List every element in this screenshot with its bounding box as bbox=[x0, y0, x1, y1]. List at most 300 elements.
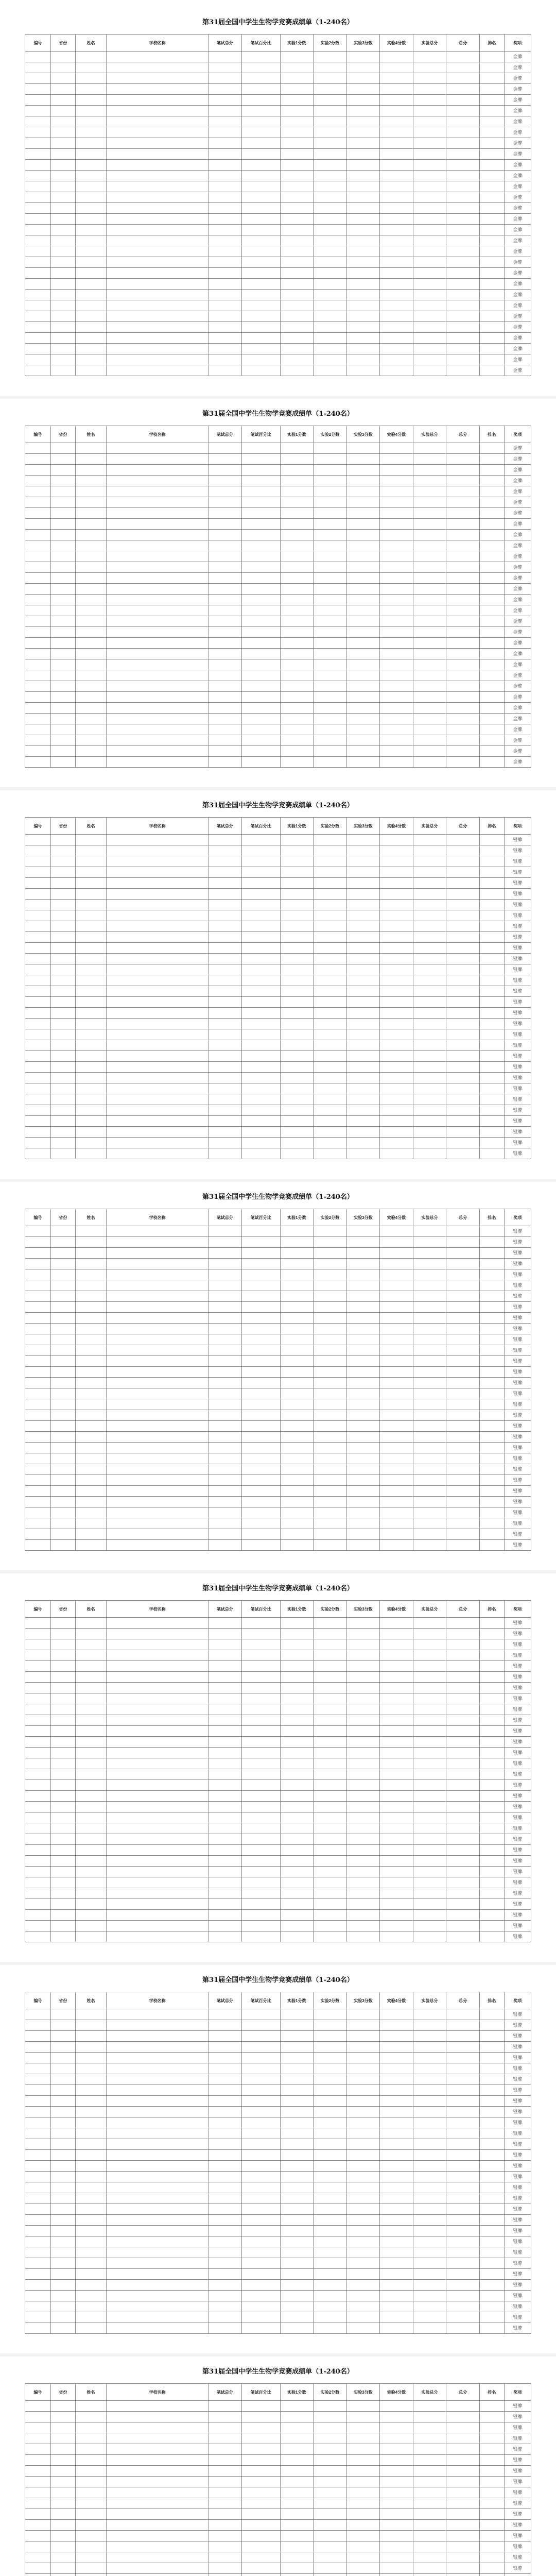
table-row bbox=[25, 1497, 531, 1507]
table-cell bbox=[280, 1748, 314, 1758]
table-cell bbox=[479, 605, 504, 616]
table-cell bbox=[208, 692, 242, 703]
table-cell bbox=[25, 1661, 51, 1672]
table-row bbox=[25, 2563, 531, 2574]
table-cell bbox=[107, 354, 208, 365]
table-cell bbox=[280, 1432, 314, 1443]
table-cell bbox=[107, 1748, 208, 1758]
column-header: 编号 bbox=[25, 1601, 51, 1618]
table-cell bbox=[241, 1378, 280, 1388]
table-cell bbox=[413, 2085, 446, 2096]
table-cell bbox=[314, 1618, 347, 1629]
table-cell bbox=[314, 95, 347, 106]
table-cell bbox=[314, 605, 347, 616]
table-cell bbox=[446, 1345, 480, 1356]
table-cell: 金牌 bbox=[504, 681, 531, 692]
table-cell: 金牌 bbox=[504, 225, 531, 235]
table-cell bbox=[75, 638, 106, 649]
table-cell bbox=[75, 1931, 106, 1942]
table-cell bbox=[107, 2247, 208, 2258]
table-cell: 银牌 bbox=[504, 1073, 531, 1083]
table-cell bbox=[208, 2085, 242, 2096]
table-cell bbox=[413, 192, 446, 203]
table-cell bbox=[208, 279, 242, 290]
table-cell bbox=[380, 160, 413, 171]
table-cell bbox=[50, 878, 75, 889]
table-cell bbox=[50, 1672, 75, 1683]
table-cell bbox=[280, 1051, 314, 1062]
table-cell bbox=[446, 2215, 480, 2226]
table-cell bbox=[241, 1313, 280, 1324]
table-cell bbox=[446, 2498, 480, 2509]
table-cell bbox=[280, 300, 314, 311]
table-cell bbox=[446, 1910, 480, 1921]
table-cell bbox=[75, 149, 106, 160]
table-cell bbox=[314, 192, 347, 203]
table-cell bbox=[208, 2487, 242, 2498]
table-cell bbox=[50, 2466, 75, 2477]
table-cell bbox=[50, 1802, 75, 1812]
table-cell bbox=[107, 595, 208, 605]
table-cell bbox=[25, 2487, 51, 2498]
table-cell bbox=[280, 279, 314, 290]
table-cell bbox=[346, 573, 380, 584]
table-cell bbox=[50, 1019, 75, 1029]
table-cell bbox=[50, 2107, 75, 2117]
table-cell: 金牌 bbox=[504, 757, 531, 768]
table-cell bbox=[314, 290, 347, 300]
table-cell bbox=[280, 2074, 314, 2085]
table-cell bbox=[413, 160, 446, 171]
table-cell bbox=[107, 2466, 208, 2477]
table-cell bbox=[479, 2563, 504, 2574]
table-cell bbox=[346, 856, 380, 867]
table-cell bbox=[75, 519, 106, 530]
table-cell bbox=[208, 257, 242, 268]
table-cell bbox=[50, 595, 75, 605]
table-cell bbox=[479, 1040, 504, 1051]
table-cell bbox=[50, 2150, 75, 2161]
table-cell: 银牌 bbox=[504, 2258, 531, 2269]
table-cell bbox=[346, 519, 380, 530]
table-cell bbox=[107, 1683, 208, 1693]
table-cell bbox=[107, 116, 208, 127]
table-cell bbox=[50, 246, 75, 257]
table-cell bbox=[25, 1410, 51, 1421]
table-cell: 银牌 bbox=[504, 1051, 531, 1062]
table-cell bbox=[380, 2172, 413, 2182]
table-cell bbox=[380, 2215, 413, 2226]
table-cell bbox=[107, 225, 208, 235]
table-cell bbox=[446, 746, 480, 757]
table-cell bbox=[75, 889, 106, 900]
table-cell bbox=[75, 1856, 106, 1867]
table-cell bbox=[280, 1148, 314, 1159]
column-header: 姓名 bbox=[75, 1992, 106, 2009]
table-cell bbox=[208, 235, 242, 246]
table-cell bbox=[413, 1475, 446, 1486]
table-cell bbox=[107, 703, 208, 714]
table-cell bbox=[346, 746, 380, 757]
table-cell bbox=[314, 835, 347, 845]
table-cell bbox=[241, 2161, 280, 2172]
table-cell bbox=[241, 279, 280, 290]
table-cell bbox=[479, 1639, 504, 1650]
table-cell bbox=[380, 171, 413, 181]
table-cell bbox=[75, 1116, 106, 1127]
table-cell bbox=[280, 2053, 314, 2063]
table-cell: 银牌 bbox=[504, 1486, 531, 1497]
table-cell bbox=[25, 1639, 51, 1650]
table-cell: 银牌 bbox=[504, 1356, 531, 1367]
table-cell bbox=[314, 181, 347, 192]
table-cell bbox=[413, 203, 446, 214]
table-cell bbox=[346, 149, 380, 160]
table-cell bbox=[50, 1737, 75, 1748]
table-cell bbox=[380, 1051, 413, 1062]
column-header: 笔试百分比 bbox=[241, 2384, 280, 2401]
table-cell bbox=[380, 1518, 413, 1529]
column-header: 省份 bbox=[50, 1601, 75, 1618]
table-cell bbox=[479, 1856, 504, 1867]
table-cell bbox=[380, 943, 413, 954]
table-cell bbox=[413, 225, 446, 235]
table-cell bbox=[241, 1432, 280, 1443]
table-cell bbox=[280, 986, 314, 997]
table-cell bbox=[413, 2226, 446, 2236]
table-cell bbox=[314, 1127, 347, 1138]
table-row bbox=[25, 2520, 531, 2531]
table-cell bbox=[413, 2258, 446, 2269]
table-cell bbox=[346, 2422, 380, 2433]
table-cell bbox=[280, 1486, 314, 1497]
table-cell bbox=[479, 149, 504, 160]
table-cell bbox=[413, 551, 446, 562]
column-header: 实验1分数 bbox=[280, 1601, 314, 1618]
table-cell bbox=[280, 1780, 314, 1791]
table-row bbox=[25, 681, 531, 692]
table-cell bbox=[208, 508, 242, 519]
table-cell bbox=[446, 1823, 480, 1834]
table-cell bbox=[314, 2139, 347, 2150]
report-page bbox=[0, 7, 556, 399]
table-cell bbox=[346, 2258, 380, 2269]
table-cell bbox=[50, 2563, 75, 2574]
table-cell bbox=[75, 1313, 106, 1324]
table-row bbox=[25, 1421, 531, 1432]
table-cell bbox=[280, 1008, 314, 1019]
table-cell bbox=[280, 724, 314, 735]
table-cell bbox=[346, 1910, 380, 1921]
table-cell bbox=[346, 476, 380, 486]
table-cell bbox=[314, 2117, 347, 2128]
table-cell bbox=[208, 1432, 242, 1443]
table-cell bbox=[380, 1334, 413, 1345]
table-cell bbox=[479, 573, 504, 584]
table-cell: 银牌 bbox=[504, 1019, 531, 1029]
table-cell bbox=[208, 116, 242, 127]
table-cell bbox=[208, 2236, 242, 2247]
page-title: 第31届全国中学生生物学竞赛成绩单（1-240名） bbox=[202, 410, 354, 418]
column-header: 编号 bbox=[25, 2384, 51, 2401]
table-cell bbox=[107, 638, 208, 649]
table-cell bbox=[380, 149, 413, 160]
table-cell bbox=[346, 540, 380, 551]
table-cell bbox=[208, 1127, 242, 1138]
table-cell bbox=[446, 551, 480, 562]
table-cell bbox=[479, 2280, 504, 2291]
table-cell bbox=[479, 595, 504, 605]
table-cell bbox=[280, 95, 314, 106]
table-cell bbox=[75, 1248, 106, 1259]
table-cell bbox=[346, 1769, 380, 1780]
table-cell bbox=[479, 692, 504, 703]
table-cell bbox=[75, 2552, 106, 2563]
table-cell bbox=[446, 2531, 480, 2541]
table-cell bbox=[280, 2466, 314, 2477]
table-cell bbox=[25, 1812, 51, 1823]
table-cell bbox=[208, 1453, 242, 1464]
table-cell bbox=[25, 714, 51, 724]
table-cell bbox=[107, 1226, 208, 1237]
table-cell bbox=[107, 2161, 208, 2172]
table-cell bbox=[241, 2552, 280, 2563]
table-row bbox=[25, 2085, 531, 2096]
table-cell bbox=[446, 465, 480, 476]
table-row bbox=[25, 867, 531, 878]
table-cell: 金牌 bbox=[504, 257, 531, 268]
table-cell bbox=[25, 1486, 51, 1497]
table-cell bbox=[446, 160, 480, 171]
table-cell bbox=[446, 2193, 480, 2204]
table-cell bbox=[107, 1040, 208, 1051]
table-cell bbox=[50, 735, 75, 746]
column-header: 省份 bbox=[50, 1209, 75, 1226]
table-cell bbox=[446, 1737, 480, 1748]
table-cell bbox=[314, 1432, 347, 1443]
table-cell bbox=[413, 1629, 446, 1639]
table-row bbox=[25, 1083, 531, 1094]
table-cell bbox=[346, 1758, 380, 1769]
table-cell bbox=[380, 1302, 413, 1313]
table-cell bbox=[346, 344, 380, 354]
table-cell bbox=[346, 1083, 380, 1094]
table-cell: 银牌 bbox=[504, 1237, 531, 1248]
table-cell bbox=[446, 1410, 480, 1421]
table-cell bbox=[380, 2063, 413, 2074]
table-cell bbox=[380, 2509, 413, 2520]
table-cell bbox=[25, 1453, 51, 1464]
table-cell bbox=[75, 465, 106, 476]
table-cell bbox=[413, 867, 446, 878]
table-cell bbox=[107, 1877, 208, 1888]
table-cell bbox=[380, 2574, 413, 2576]
table-cell bbox=[25, 835, 51, 845]
table-cell bbox=[25, 1672, 51, 1683]
table-cell bbox=[50, 1780, 75, 1791]
table-cell bbox=[446, 2301, 480, 2312]
table-cell bbox=[346, 954, 380, 964]
table-cell bbox=[314, 2085, 347, 2096]
table-cell bbox=[208, 1899, 242, 1910]
table-cell bbox=[380, 627, 413, 638]
table-cell bbox=[75, 2422, 106, 2433]
table-cell bbox=[25, 584, 51, 595]
table-row bbox=[25, 62, 531, 73]
table-row bbox=[25, 1105, 531, 1116]
table-cell bbox=[346, 1748, 380, 1758]
table-cell bbox=[25, 2161, 51, 2172]
table-cell bbox=[280, 181, 314, 192]
table-cell bbox=[50, 1345, 75, 1356]
table-cell bbox=[346, 1453, 380, 1464]
column-header: 姓名 bbox=[75, 1601, 106, 1618]
table-cell bbox=[208, 845, 242, 856]
table-cell bbox=[280, 214, 314, 225]
table-cell bbox=[208, 2269, 242, 2280]
column-header: 实验总分 bbox=[413, 426, 446, 443]
table-cell bbox=[314, 1356, 347, 1367]
table-cell bbox=[479, 1291, 504, 1302]
table-cell bbox=[479, 1518, 504, 1529]
table-cell bbox=[346, 1726, 380, 1737]
table-cell bbox=[50, 365, 75, 376]
table-cell bbox=[314, 573, 347, 584]
table-cell: 金牌 bbox=[504, 300, 531, 311]
table-row bbox=[25, 2172, 531, 2182]
table-cell: 银牌 bbox=[504, 1280, 531, 1291]
table-cell bbox=[380, 1029, 413, 1040]
table-cell bbox=[380, 73, 413, 84]
table-cell bbox=[380, 867, 413, 878]
table-cell bbox=[346, 1324, 380, 1334]
table-cell bbox=[346, 2215, 380, 2226]
table-cell bbox=[314, 1899, 347, 1910]
table-cell bbox=[446, 2291, 480, 2301]
table-cell bbox=[208, 290, 242, 300]
table-cell bbox=[413, 1650, 446, 1661]
table-cell bbox=[314, 2444, 347, 2455]
table-cell bbox=[280, 508, 314, 519]
column-header: 学校名称 bbox=[107, 35, 208, 52]
table-cell bbox=[314, 1683, 347, 1693]
table-cell bbox=[314, 714, 347, 724]
table-cell bbox=[25, 1497, 51, 1507]
table-cell bbox=[413, 2074, 446, 2085]
table-cell bbox=[208, 214, 242, 225]
table-row bbox=[25, 2215, 531, 2226]
column-header: 实验3分数 bbox=[346, 2384, 380, 2401]
table-cell bbox=[50, 757, 75, 768]
table-cell bbox=[241, 73, 280, 84]
table-cell bbox=[380, 1443, 413, 1453]
table-cell bbox=[208, 1334, 242, 1345]
table-cell bbox=[479, 1248, 504, 1259]
table-cell bbox=[75, 2258, 106, 2269]
table-row bbox=[25, 2063, 531, 2074]
table-cell bbox=[380, 235, 413, 246]
table-cell bbox=[50, 1921, 75, 1931]
table-cell bbox=[346, 1008, 380, 1019]
table-cell bbox=[380, 1486, 413, 1497]
table-cell bbox=[446, 2074, 480, 2085]
table-cell bbox=[241, 519, 280, 530]
table-cell: 银牌 bbox=[504, 954, 531, 964]
table-cell bbox=[25, 1529, 51, 1540]
table-cell bbox=[479, 856, 504, 867]
table-row bbox=[25, 562, 531, 573]
table-cell bbox=[280, 1507, 314, 1518]
table-cell bbox=[208, 300, 242, 311]
table-cell bbox=[208, 2291, 242, 2301]
table-cell: 银牌 bbox=[504, 1008, 531, 1019]
table-cell bbox=[314, 703, 347, 714]
table-cell bbox=[208, 1421, 242, 1432]
table-cell: 金牌 bbox=[504, 160, 531, 171]
table-cell bbox=[380, 1280, 413, 1291]
table-cell bbox=[107, 192, 208, 203]
table-row bbox=[25, 279, 531, 290]
table-cell: 金牌 bbox=[504, 605, 531, 616]
table-cell: 银牌 bbox=[504, 1629, 531, 1639]
table-cell bbox=[314, 73, 347, 84]
table-cell bbox=[479, 1019, 504, 1029]
table-cell bbox=[241, 454, 280, 465]
table-cell bbox=[75, 1073, 106, 1083]
table-cell bbox=[208, 2498, 242, 2509]
table-cell bbox=[241, 2509, 280, 2520]
table-cell bbox=[280, 116, 314, 127]
table-cell bbox=[346, 1148, 380, 1159]
table-cell bbox=[25, 1748, 51, 1758]
table-cell: 金牌 bbox=[504, 638, 531, 649]
table-cell bbox=[280, 573, 314, 584]
table-cell bbox=[446, 1812, 480, 1823]
table-row bbox=[25, 1867, 531, 1877]
table-cell bbox=[107, 1313, 208, 1324]
table-cell bbox=[380, 746, 413, 757]
table-row bbox=[25, 454, 531, 465]
table-cell bbox=[479, 724, 504, 735]
table-row bbox=[25, 954, 531, 964]
table-cell bbox=[446, 757, 480, 768]
table-cell bbox=[241, 95, 280, 106]
table-cell bbox=[50, 1378, 75, 1388]
table-cell bbox=[107, 605, 208, 616]
table-cell bbox=[107, 2269, 208, 2280]
table-row bbox=[25, 2412, 531, 2422]
table-cell bbox=[25, 2433, 51, 2444]
table-cell bbox=[75, 1758, 106, 1769]
table-cell bbox=[346, 1138, 380, 1148]
table-cell bbox=[446, 2466, 480, 2477]
table-cell bbox=[107, 2096, 208, 2107]
table-cell bbox=[241, 1704, 280, 1715]
table-cell: 银牌 bbox=[504, 1899, 531, 1910]
table-cell bbox=[50, 943, 75, 954]
table-cell bbox=[380, 311, 413, 322]
table-row bbox=[25, 519, 531, 530]
table-cell bbox=[75, 1410, 106, 1421]
table-cell bbox=[75, 1661, 106, 1672]
table-cell bbox=[50, 62, 75, 73]
table-cell bbox=[208, 856, 242, 867]
table-cell bbox=[314, 1269, 347, 1280]
table-cell bbox=[346, 62, 380, 73]
table-cell: 银牌 bbox=[504, 1421, 531, 1432]
column-header: 实验2分数 bbox=[314, 1209, 347, 1226]
table-cell bbox=[75, 443, 106, 454]
